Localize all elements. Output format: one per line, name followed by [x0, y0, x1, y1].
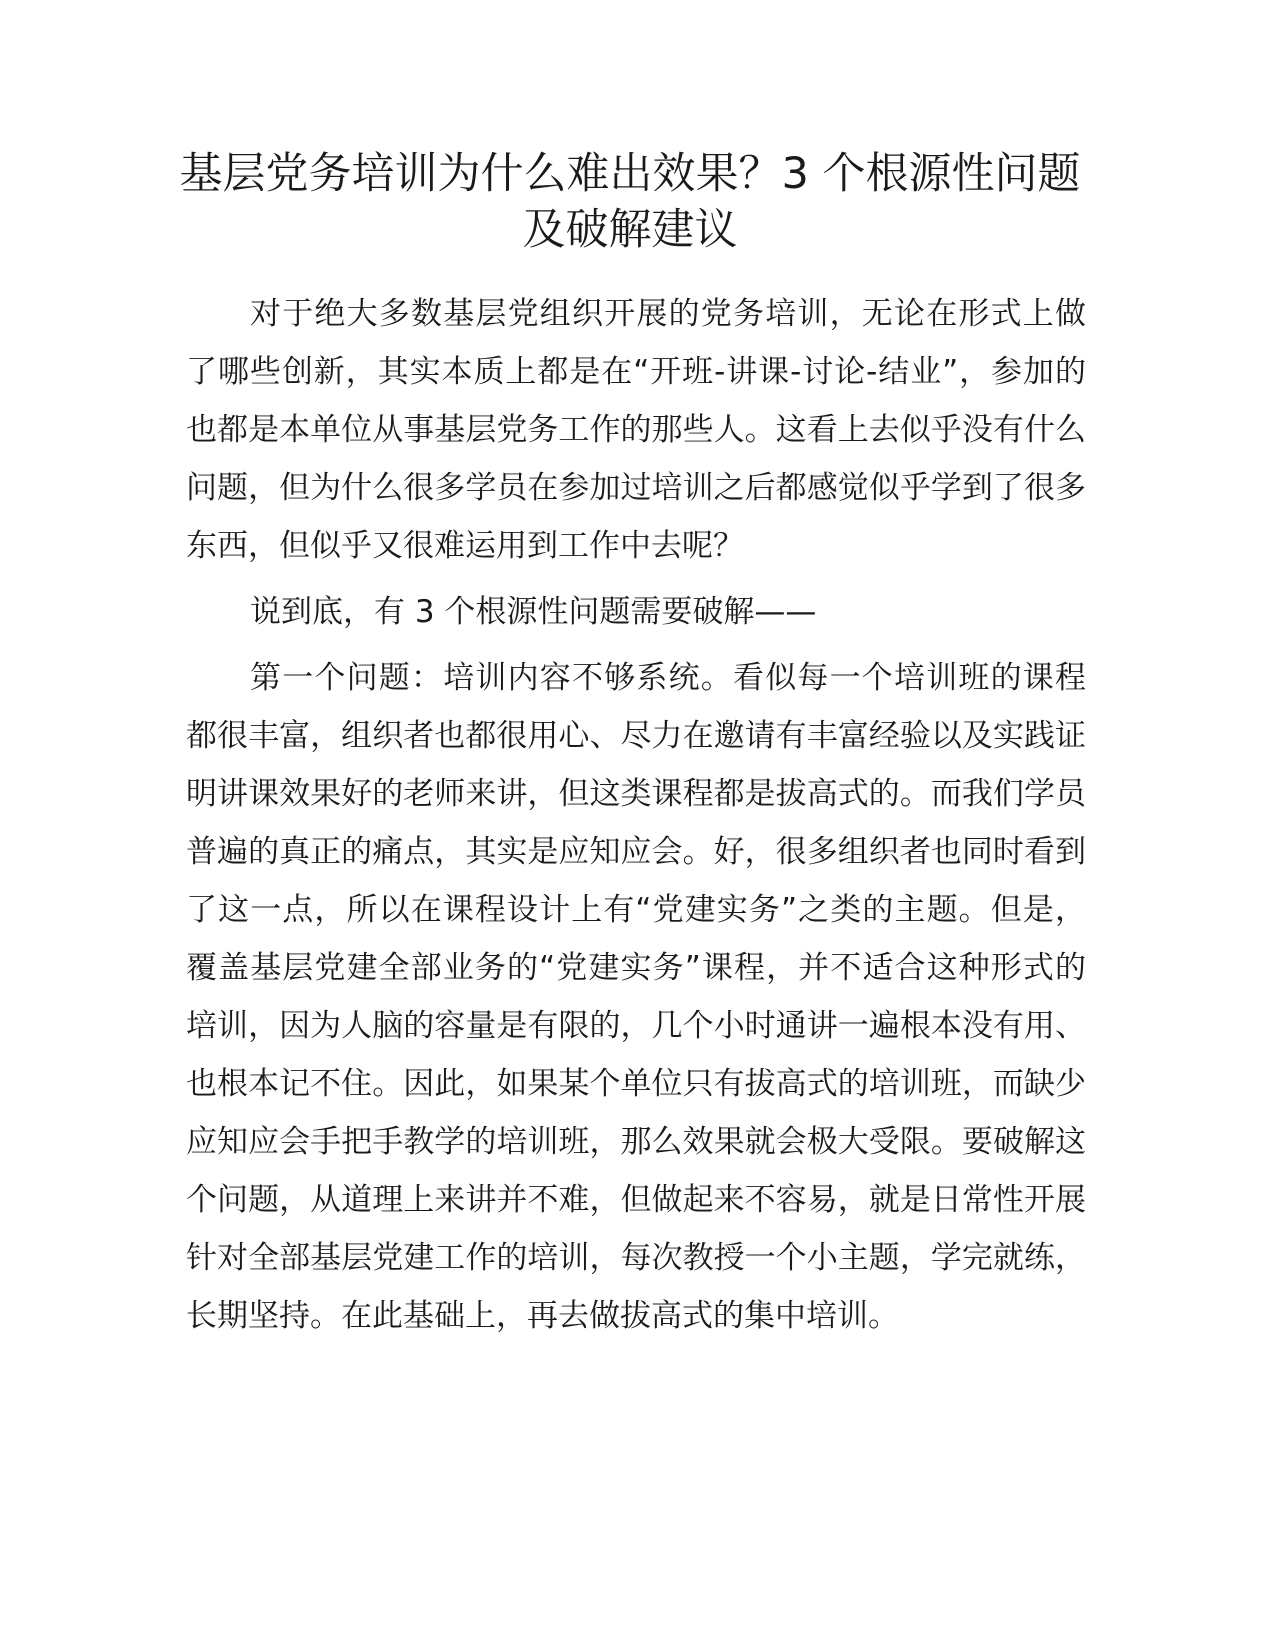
paragraph-intro: 对于绝大多数基层党组织开展的党务培训，无论在形式上做了哪些创新，其实本质上都是在“开班-讲课-讨论-结业”，参加的也都是本单位从事基层党务工作的那些人。这看上去似乎没有什么问题，但为什么很多学员在参加过培训之后都感觉似乎学到了很多东西，但似乎又很难运用到工作中去呢？ — [186, 296, 1086, 564]
document-title: 基层党务培训为什么难出效果？3 个根源性问题及破解建议 — [179, 149, 1081, 255]
paragraph-summary: 说到底，有 3 个根源性问题需要破解—— — [250, 594, 817, 630]
paragraph-first-problem: 第一个问题：培训内容不够系统。看似每一个培训班的课程都很丰富，组织者也都很用心、尽力在邀请有丰富经验以及实践证明讲课效果好的老师来讲，但这类课程都是拔高式的。而我们学员普遍的真正的痛点，其实是应知应会。好，很多组织者也同时看到了这一点，所以在课程设计上有“党建实务”之类的主题。但是，覆盖基层党建全部业务的“党建实务”课程，并不适合这种形式的培训，因为人脑的容量是有限的，几个小时通讲一遍根本没有用、也根本记不住。因此，如果某个单位只有拔高式的培训班，而缺少应知应会手把手教学的培训班，那么效果就会极大受限。要破解这个问题，从道理上来讲并不难，但做起来不容易，就是日常性开展针对全部基层党建工作的培训，每次教授一个小主题，学完就练，长期坚持。在此基础上，再去做拔高式的集中培训。 — [186, 660, 1086, 1334]
document-body — [186, 285, 1086, 1353]
